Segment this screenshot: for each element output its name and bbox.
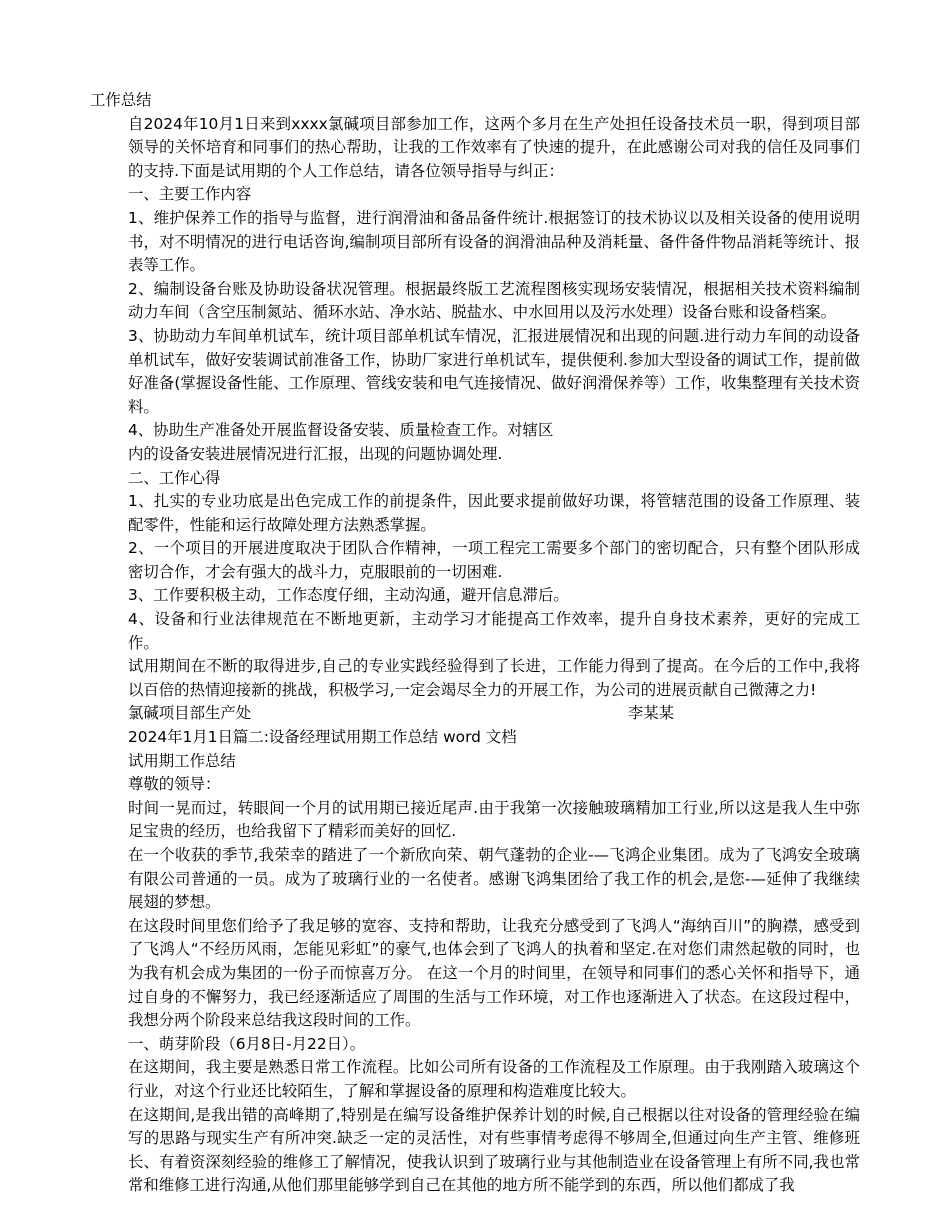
body-paragraph-1: 时间一晃而过，转眼间一个月的试用期已接近尾声.由于我第一次接触玻璃精加工行业,所以这是我人生中弥足宝贵的经历，也给我留下了精彩而美好的回忆. [128, 798, 860, 841]
work-item-3: 3、协助动力车间单机试车，统计项目部单机试车情况，汇报进展情况和出现的问题.进行动力车间的动设备单机试车，做好安装调试前准备工作，协助厂家进行单机试车，提供便利.参加大型设备的调试工作，提前做好准备(掌握设备性能、工作原理、管线安装和电气连接情况、做好润滑保养等）工作，收集整理有关技术资料。 [128, 326, 860, 416]
signature-name: 李某某 [627, 704, 674, 723]
signature-row [90, 702, 860, 726]
experience-item-2: 2、一个项目的开展进度取决于团队合作精神，一项工程完工需要多个部门的密切配合，只有整个团队形成密切合作，才会有强大的战斗力，克服眼前的一切困难. [128, 539, 860, 581]
date-and-part-two-heading: 2024年1月1日篇二:设备经理试用期工作总结 word 文档 [128, 728, 517, 747]
section-heading-2: 二、工作心得 [128, 468, 221, 487]
part-two-title: 试用期工作总结 [128, 751, 236, 770]
body-paragraph-3: 在这段时间里您们给予了我足够的宽容、支持和帮助，让我充分感受到了飞鸿人“海纳百川”的胸襟，感受到了飞鸿人“不经历风雨，怎能见彩虹”的豪气,也体会到了飞鸿人的执着和坚定.在对您们肃然起敬的同时，也为我有机会成为集团的一份子而惊喜万分。 在这一个月的时间里，在领导和同事们的悉心关怀和指导下，通过自身的不懈努力，我已经逐渐适应了周围的生活与工作环境，对工作也逐渐进入了状态。在这段过程中，我想分两个阶段来总结我这段时间的工作。 [128, 916, 860, 1030]
stage-heading-1: 一、萌芽阶段（6月8日-月22日）。 [128, 1034, 366, 1053]
greeting: 尊敬的领导： [128, 775, 221, 794]
experience-item-3: 3、工作要积极主动，工作态度仔细，主动沟通，避开信息滞后。 [128, 586, 569, 605]
body-paragraph-5: 在这期间,是我出错的高峰期了,特别是在编写设备维护保养计划的时候,自己根据以往对设备的管理经验在编写的思路与现实生产有所冲突.缺乏一定的灵活性，对有些事情考虑得不够周全,但通过向生产主管、维修班长、有着资深刻经验的维修工了解情况，使我认识到了玻璃行业与其他制造业在设备管理上有所不同,我也常常和维修工进行沟通,从他们那里能够学到自己在其他的地方所不能学到的东西，所以他们都成了我 [128, 1105, 860, 1195]
work-item-4-line-1: 4、协助生产准备处开展监督设备安装、质量检查工作。对辖区 [128, 421, 554, 440]
closing-paragraph: 试用期间在不断的取得进步,自己的专业实践经验得到了长进，工作能力得到了提高。在今后的工作中,我将以百倍的热情迎接新的挑战，积极学习,一定会竭尽全力的开展工作，为公司的进展贡献自己微薄之力! [128, 657, 860, 699]
work-item-2: 2、编制设备台账及协助设备状况管理。根据最终版工艺流程图核实现场安装情况，根据相关技术资料编制动力车间（含空压制氮站、循环水站、净水站、脱盐水、中水回用以及污水处理）设备台账和设备档案。 [128, 279, 860, 322]
signature-department: 氯碱项目部生产处 [128, 704, 252, 723]
experience-item-4: 4、设备和行业法律规范在不断地更新，主动学习才能提高工作效率，提升自身技术素养，更好的完成工作。 [128, 610, 860, 652]
work-item-1: 1、维护保养工作的指导与监督，进行润滑油和备品备件统计.根据签订的技术协议以及相关设备的使用说明书，对不明情况的进行电话咨询,编制项目部所有设备的润滑油品种及消耗量、备件备件物品消耗等统计、报表等工作。 [128, 208, 860, 275]
work-item-4-line-2: 内的设备安装进展情况进行汇报，出现的问题协调处理. [128, 444, 503, 463]
doc-title: 工作总结 [90, 91, 152, 109]
section-heading-1: 一、主要工作内容 [128, 185, 252, 204]
experience-item-1: 1、扎实的专业功底是出色完成工作的前提条件，因此要求提前做好功课，将管辖范围的设备工作原理、装配零件，性能和运行故障处理方法熟悉掌握。 [128, 492, 860, 534]
body-paragraph-4: 在这期间，我主要是熟悉日常工作流程。比如公司所有设备的工作流程及工作原理。由于我刚踏入玻璃这个行业，对这个行业还比较陌生，了解和掌握设备的原理和构造难度比较大。 [128, 1058, 860, 1100]
body-paragraph-2: 在一个收获的季节,我荣幸的踏进了一个新欣向荣、朝气蓬勃的企业-—飞鸿企业集团。成为了飞鸿安全玻璃有限公司普通的一员。成为了玻璃行业的一名使者。感谢飞鸿集团给了我工作的机会,是您-—延伸了我继续展翅的梦想。 [128, 846, 860, 912]
intro-paragraph: 自2024年10月1日来到xxxx氯碱项目部参加工作，这两个多月在生产处担任设备技术员一职，得到项目部领导的关怀培育和同事们的热心帮助，让我的工作效率有了快速的提升，在此感谢公司对我的信任及同事们的支持.下面是试用期的个人工作总结，请各位领导指导与纠正： [128, 114, 860, 180]
